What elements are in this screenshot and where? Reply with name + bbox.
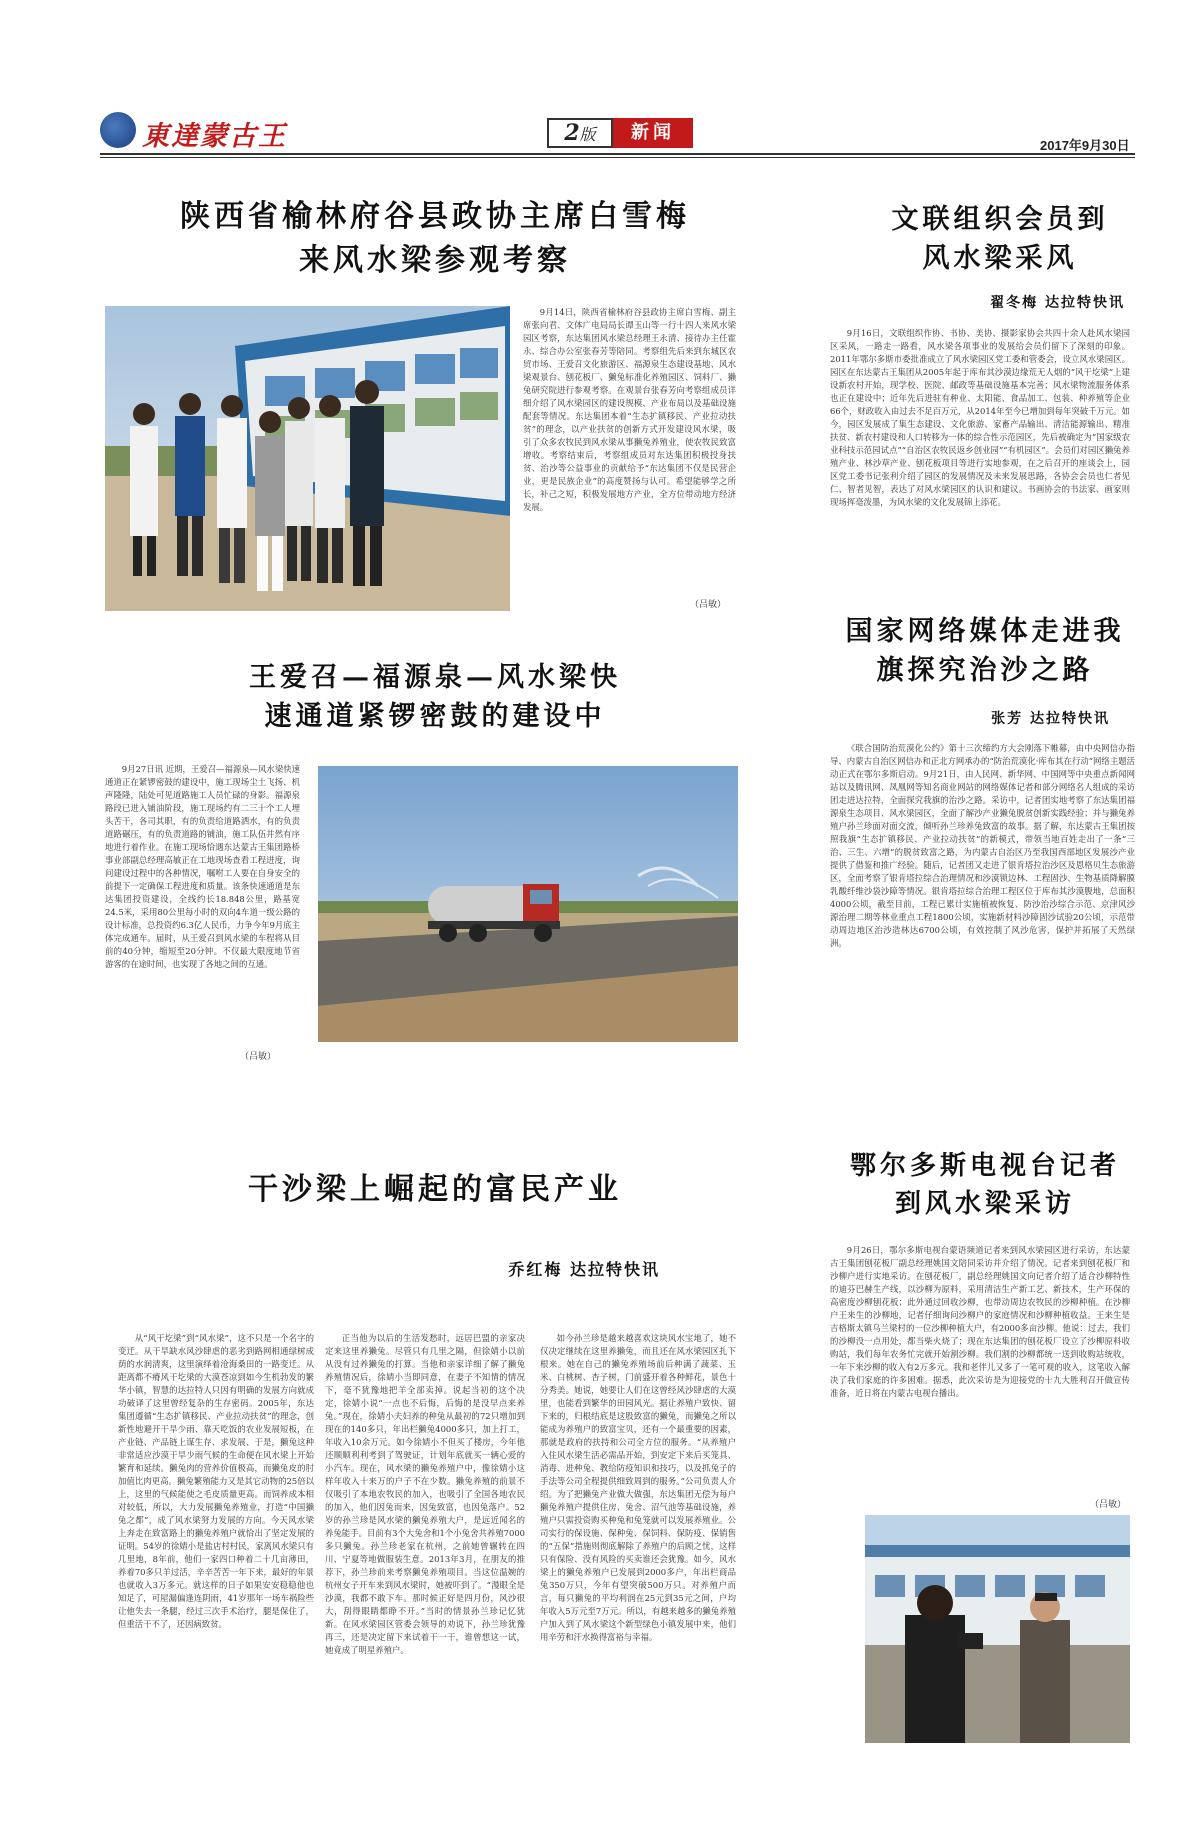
article-3-title-line1: 王爱召—福源泉—风水梁快 (249, 662, 621, 693)
article-5-title: 干沙梁上崛起的富民产业 (248, 1172, 622, 1207)
article-1-text: 9月14日，陕西省榆林府谷县政协主席白雪梅、副主席张向君、文体广电局局长谭玉山等一行十四人来风水梁园区考察，东达集团风水梁总经理王永清、接待办主任霍永、综合办公室张春芳等陪同。考察组先后来到东城区农贸市场、王爱召文化旅游区、福源泉生态建设基地、风水梁观景台、刨花板厂、獭兔标准化养殖园区、饲料厂、獭兔研究院进行参观考察。在观景台张春芳向考察组成员详细介绍了风水梁园区的建设规模、产业布局以及基础设施配套等情况。东达集团本着“生态扩镇移民、产业拉动扶贫”的理念，以产业扶贫的创新方式开发建设风水梁，吸引了众多农牧民到风水梁从事獭兔养殖业，使农牧民致富增收。考察结束后，考察组成员对东达集团积极投身扶贫、治沙等公益事业的贡献给予“东达集团不仅是民营企业，更是民族企业”的高度赞扬与认可。希望能够学之所长，补己之短，积极发展地方产业，全方位带动地方经济发展。 (523, 307, 736, 512)
article-2-title-line2: 风水梁采风 (922, 243, 1078, 275)
article-1-body (523, 306, 736, 596)
article-5-column-2-text: 正当他为以后的生活发愁时，远居巴盟的亲家决定来这里养獭兔。尽管只有几里之隔，但徐婧小以前从没有过养獭兔的打算。当他和亲家详细了解了獭兔养殖情况后，徐婧小当即同意，在妻子不知情的情况下，毫不犹豫地把羊全部卖掉。说起当初的这个决定，徐婧小说“一点也不后悔，后悔的是没早点来养兔。”现在，徐婧小夫妇养的种兔从最初的72只增加到现在的140多只，年出栏獭兔4000多只，加上打工，年收入10余万元。如今徐婧小不但买了楼房，今年他还顺顺利利考到了驾驶证，计划年底就买一辆心爱的小汽车。现在，风水梁的獭兔养殖户中，像徐婧小这样年收入十来万的户子不在少数。獭兔养殖的前景不仅吸引了本地农牧民的加入，也吸引了全国各地农民的加入，他们因兔而来，因兔致富，也因兔落户。52岁的孙兰珍是风水梁的獭兔养殖大户，是远近闻名的养兔能手。目前有3个大兔舍和1个小兔舍共养殖7000多只獭兔。孙兰珍老家在杭州，之前她曾辗转在四川、宁夏等地做服装生意。2013年3月，在朋友的推荐下，孙兰珍前来考察獭兔养殖项目。当这位温婉的杭州女子开车来到风水梁时，她被吓到了。“漫眼全是沙漠，我都不敢下车。那时候正好是四月份，风沙很大，刮得眼睛都睁不开。”当时的情景孙兰珍记忆犹新。在风水梁园区管委会领导的劝说下，孙兰珍犹豫再三，还是决定留下来试着干一干，谁曾想这一试，她竟成了明星养殖户。 (325, 1333, 525, 1655)
article-4-byline: 张芳 达拉特快讯 (991, 711, 1110, 727)
article-4-title-line2: 旗探究治沙之路 (876, 655, 1094, 687)
issue-date: 2017年9月30日 (1040, 138, 1130, 153)
article-6-text: 9月26日，鄂尔多斯电视台蒙语频道记者来到风水梁园区进行采访，东达蒙古王集团刨花板厂副总经理姚国文陪同采访并介绍了情况。记者来到刨花板厂和沙柳户进行实地采访。在刨花板厂，副总经理姚国文向记者介绍了适合沙柳特性的迪芬巴赫生产线，以沙柳为原料，采用清洁生产新工艺、新技术，生产环保的高密度沙柳刨花板；此外通过回收沙柳，也带动周边农牧民的沙柳种植。在沙柳户王来生的沙柳地，记者仔细询问沙柳户的家庭情况和沙柳种植收益。王来生是吉格斯太镇乌兰梁村的一位沙柳种植大户，有2000多亩沙柳。他说：过去，我们的沙柳没一点用处，都当柴火烧了；现在东达集团的刨花板厂设立了沙柳原料收购站，我们每年农务忙完就开始割沙柳。我们割的沙柳都统一送到收购站统收，一年下来沙柳的收入有2万多元。我和老伴儿又多了一笔可观的收入，这笔收入解决了我们家庭的许多困难。据悉，此次采访是为迎接党的十九大胜利召开做宣传准备，近日将在内蒙古电视台播出。 (830, 1245, 1130, 1398)
article-1-photo (105, 306, 510, 611)
article-3-body (105, 763, 300, 1046)
article-2-headline (840, 200, 1160, 278)
article-4-title-line1: 国家网络媒体走进我 (845, 616, 1125, 647)
article-6-headline (830, 1148, 1140, 1223)
section-label: 新闻 (613, 118, 693, 148)
article-5-column-3 (540, 1332, 736, 1772)
page-number: 2 (564, 120, 580, 146)
article-4-text: 《联合国防治荒漠化公约》第十三次缔约方大会刚落下帷幕，由中央网信办指导、内蒙古自治区网信办和正北方网承办的“防治荒漠化·库布其在行动”网络主题活动正式在鄂尔多斯启动。9月21日，由人民网、新华网、中国网等中央重点新闻网站以及腾讯网、凤凰网等知名商业网站的网络媒体记者和部分网络名人组成的采访团走进达拉特，全面探究我旗的治沙之路。采访中，记者团实地考察了东达集团福源泉生态项目、风水梁园区，全面了解沙产业獭兔脱贫创新实践经验；并与獭兔养殖户孙兰珍面对面交流，倾听孙兰珍养兔致富的故事。据了解，东达蒙古王集团按照我旗“生态扩镇移民、产业拉动扶贫”的新模式，带领当地百姓走出了一条“三治、三生、六增”的脱贫致富之路，为内蒙古自治区乃至我国西部地区发展沙产业提供了借鉴和推广经验。随后，记者团又走进了银肯塔拉治沙区及恩格贝生态旅游区，全面考察了银肯塔拉综合治理情况和沙漠锁边林、工程固沙、生物基质降解膜乳酸纤维沙袋沙障等情况。银肯塔拉综合治理工程区位于库布其沙漠腹地，总面积4000公顷，截至目前，工程已累计实施植被恢复、防沙治沙综合示范、京津风沙源治理二期等林业重点工程1800公顷，实施新材料沙障固沙试验20公顷，示范带动周边地区治沙造林达6700公顷，有效控制了风沙危害，保护并拓展了天然绿洲。 (830, 743, 1135, 948)
road-construction-truck-photo (318, 766, 738, 1042)
article-3-headline (180, 658, 690, 736)
article-1-title-line1: 陕西省榆林府谷县政协主席白雪梅 (180, 199, 690, 234)
article-3-text: 9月27日讯 近期，王爱召—福源泉—风水梁快速通道正在紧锣密鼓的建设中，施工现场尘土飞扬、机声隆隆，陆处可见道路施工人员忙碌的身影。福源泉路段已进入铺油阶段，施工现场约有二三十个工人埋头苦干，各司其职，有的负责给道路洒水，有的负责道路碾压，有的负责道路的铺油，施工队伍井然有序地进行着作业。在施工现场恰遇东达蒙古王集团路桥事业部副总经理高敏正在工地现场查看工程进度，询问建设过程中的各种情况，嘱咐工人要在自身安全的前提下一定确保工程进度和质量。该条快速通道是东达集团投资建设，全线约长18.848公里，路基宽24.5米，采用80公里每小时的双向4车道一级公路的设计标准，总投资约6.3亿人民币，力争今年9月底主体完成通车。届时，从王爱召到风水梁的车程将从目前的40分钟，缩短至20分钟。不仅最大限度地节省游客的在途时间，也实现了各地之间的互通。 (105, 764, 300, 969)
article-5-headline (150, 1168, 720, 1212)
article-1-signature: （吕敏） (690, 600, 727, 610)
article-6-photo (865, 1515, 1130, 1743)
page-number-suffix: 版 (579, 125, 596, 144)
article-3-signature: （吕敏） (240, 1052, 277, 1062)
article-6-title-line1: 鄂尔多斯电视台记者 (849, 1151, 1120, 1181)
article-5-column-3-text: 如今孙兰珍是越来越喜欢这块风水宝地了，她不仅决定继续在这里养獭兔，而且还在风水梁园区扎下根来。她在自己的獭兔养殖场前后种满了蔬菜、玉米、白桃树、杏子树，门前盛开着各种鲜花，景色十分秀美。她说，她要让人们在这曾经风沙肆虐的大漠里，也能看到繁华的田园风光。据让养殖户致快、留下来的，归根结底是这股致富的獭兔，而獭兔之所以能成为养殖户的致富宝贝，还有一个最重要的因素，那就是政府的扶持和公司全方位的服务。“从养殖户入住风水梁生活必需品开始，到安定下来后买笼具、消毒、进种兔、教给防疫知识和技巧，以及抓兔子的手法等公司全程提供细致周到的服务。”公司负责人介绍。为了把獭兔产业做大做强，东达集团无偿为每户獭兔养殖户提供住房、兔舍、沼气池等基础设施，养殖户只需投资购买种兔和兔笼就可以发展养殖业。公司实行的保设施、保种兔、保饲料、保防疫、保销售的“五保”措施则彻底解除了养殖户的后顾之忧，这样只有保险、没有风险的买卖谁还会犹豫。如今，风水梁上的獭兔养殖户已发展到2000多户，年出栏商品兔350万只，今年有望突破500万只。对养殖户而言，每只獭兔的平均利润在25元到35元之间，户均年收入5万元至7万元。所以，有越来越多的獭兔养殖户加入到了风水梁这个新型绿色小镇发展中来，他们用辛劳和汗水换得富裕与幸福。 (540, 1333, 736, 1642)
page-number-box (547, 118, 613, 148)
masthead-logo-text: 東達蒙古王 (142, 121, 287, 152)
article-5-column-1 (118, 1332, 314, 1772)
article-3-title-line2: 速通道紧锣密鼓的建设中 (264, 701, 606, 733)
article-1-headline (105, 195, 765, 282)
masthead-rule-thin (100, 157, 1135, 158)
article-5-column-2 (325, 1332, 525, 1772)
article-6-signature: （吕敏） (1090, 1500, 1127, 1510)
article-2-title-line1: 文联组织会员到 (891, 204, 1109, 235)
article-6-body (830, 1244, 1130, 1494)
masthead-rule (100, 153, 1135, 155)
article-2-body (830, 327, 1130, 569)
article-5-column-1-text: 从“风干圪梁”到“风水梁”，这不只是一个名字的变迁。从干旱缺水风沙肆虐的恶劣到路网相通绿树成荫的水润清爽，这里演绎着沧海桑田的一路变迁。从距离都不瘠风干圪梁的大漠苍凉到如今生机勃发的繁华小镇，智慧的达拉特人只因有明确的发展方向就成功破译了这里曾经复杂的生存密码。2005年，东达集团遵循“生态扩镇移民、产业拉动扶贫”的理念，创新性地避开干旱少雨、靠天吃饭的农业发展短板，在产业链、产品链上谋生存、求发展、于是，獭兔这种非常适应沙漠干旱少雨气候的生命便在风水梁上开始繁育和延续。獭兔肉的营养价值极高，而獭兔皮的肘加值比肉更高。獭兔繁殖能力又是其它动物的25倍以上，这里的气候能使之毛皮质量更高。而饲养成本相对较低，所以，大力发展獭兔养殖业，打造“中国獭兔之都”，成了风水梁努力发展的方向。今天风水梁上奔走在致富路上的獭兔养殖户就恰出了坚定发展的证明。54岁的徐婧小是盐店村村民，家离风水梁只有几里地，8年前，他们一家四口种着二十几亩薄田，养着70多只羊过活，辛辛苦苦一年下来，最好的年景也就收入3万多元。就这样的日子如果安安稳稳他也知足了，可屋漏偏逢连阴雨，41岁那年一场车祸险些让他失去一条腿，经过三次手术治疗，腿是保住了，但重活干不了，还因病致贫。 (118, 1333, 314, 1629)
article-1-title-line2: 来风水梁参观考察 (299, 242, 571, 278)
article-5-byline: 乔红梅 达拉特快讯 (508, 1260, 660, 1279)
article-6-title-line2: 到风水梁采访 (894, 1188, 1075, 1219)
visitors-at-billboard-photo (105, 306, 510, 611)
article-2-byline: 翟冬梅 达拉特快讯 (990, 295, 1125, 311)
article-2-text: 9月16日，文联组织作协、书协、美协、摄影家协会共四十余人赴风水梁园区采风，一路走一路看，风水梁各项事业的发展给会员们留下了深刻的印象。2011年鄂尔多斯市委批准成立了风水梁园区党工委和管委会，设立风水梁园区。园区在东达蒙古王集团从2005年起于库布其沙漠边缘荒无人烟的“风干圪梁”上建设新农村开始，现学校、医院、邮政等基础设施基本完善；风水梁物流服务体系也正在建设中；近年先后进驻有种业、太阳能、食品加工、包装、种养殖等企业66个，财政收入由过去不足百万元，从2014年至今已增加到每年突破千万元。如今，园区发展成了集生态建设、文化旅游、家畜产品输出、清洁能源输出、精准扶贫、新农村建设和人口转移为一体的综合性示范园区，先后被确定为“国家级农业科技示范园试点”“自治区农牧民返乡创业园”“有机园区”。会员们对园区獭兔养殖产业、林沙草产业、刨花板项目等进行实地参观，在之后召开的座谈会上，园区党工委书记张利介绍了园区的发展情况及未来发展思路，各协会会员也仁者见仁、智者见智，表达了对风水梁园区的认识和建议。书画协会的书法家、画家则现场挥毫泼墨，为风水梁的文化发展锦上添花。 (830, 328, 1130, 507)
article-3-photo (318, 766, 738, 1042)
logo-icon (100, 112, 136, 148)
article-4-headline (830, 612, 1140, 690)
article-4-body (830, 742, 1135, 1115)
tv-interview-photo (865, 1515, 1130, 1743)
